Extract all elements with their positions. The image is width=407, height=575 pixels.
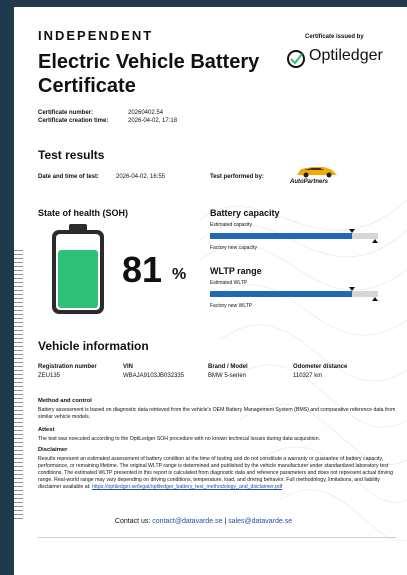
contact-separator: | [224,518,227,525]
test-date-label: Date and time of test: [38,174,100,180]
factory-capacity-label: Factory new capacity [210,245,257,251]
footer-divider [38,537,396,538]
method-text: Battery assessment is based on diagnostic data retrieved from the vehicle's OEM Battery Management System (BMS) and comparative reference data from similar vehicle models. [38,407,396,420]
wltp-bar-fill [210,291,352,297]
page-title: Electric Vehicle Battery Certificate [38,51,260,97]
brand-model-value: BMW 5-serien [208,373,247,379]
certificate-number-label: Certificate number: [38,110,94,116]
factory-wltp-marker [372,297,378,301]
wltp-heading: WLTP range [210,266,262,276]
battery-level-fill [58,250,98,308]
attest-text: The test was executed according to the OptiLedger SOH procedure with no known technical issues during data acquisition. [38,436,321,442]
disclaimer-block [38,456,396,491]
disclaimer-text: Results represent an estimated assessment of battery condition at the time of testing and do not constitute a warranty or guarantee of battery capacity, performance, or remaining lifetime. The original WLTP range is determined and published by the vehicle manufacturer under standardized laboratory test conditions. The estimated WLTP presented in this report is calculated from diagnostic data and reference parameters and does not represent actual driving range. Real-world range may vary depending on driving conditions, temperature, load, and driving behavior. Full methodology, limitations, and liability disclaimer available at: [38,456,393,490]
left-sidebar-band [0,0,14,575]
vehicle-info-heading: Vehicle information [38,339,149,353]
top-border [0,0,407,7]
estimated-capacity-label: Estimated capacity [210,222,252,228]
contact-footer [0,518,407,525]
soh-heading: State of health (SOH) [38,208,129,218]
certificate-creation-value: 2026-04-02, 17:18 [128,118,178,124]
soh-value: 81 [122,249,163,290]
test-results-heading: Test results [38,148,105,162]
contact-email-link[interactable]: contact@datavarde.se [152,518,223,525]
issued-by-label: Certificate issued by [305,34,364,40]
sales-email-link[interactable]: sales@datavarde.se [228,518,293,525]
disclaimer-heading: Disclaimer [38,447,68,453]
disclaimer-link[interactable]: https://optiledger.se/legal/optiledger_battery_test_methodology_and_disclaimer.pdf [91,484,283,490]
registration-value: ZEU135 [38,373,61,379]
sidebar-stripes [14,250,23,520]
vin-label: VIN [123,364,134,370]
estimated-wltp-label: Estimated WLTP [210,280,248,286]
factory-capacity-marker [372,239,378,243]
test-date-value: 2026-04-02, 16:55 [116,174,166,180]
odometer-value: 110327 km [293,373,323,379]
optiledger-logo-text: Optiledger [309,47,383,64]
brand-model-label: Brand / Model [208,364,248,370]
vin-value: WBAJA9103JB032335 [123,373,185,379]
odometer-label: Odometer distance [293,364,348,370]
contact-prefix: Contact us: [114,518,151,525]
certificate-number-value: 20260402.54 [128,110,164,116]
factory-wltp-label: Factory new WLTP [210,303,253,309]
independent-label: INDEPENDENT [38,28,154,43]
registration-label: Registration number [38,364,97,370]
car-logo-icon [294,164,340,178]
method-heading: Method and control [38,398,92,404]
test-performer-label: Test performed by: [210,174,264,180]
certificate-creation-label: Certificate creation time: [38,118,109,124]
battery-capacity-heading: Battery capacity [210,208,280,218]
attest-heading: Attest [38,427,55,433]
capacity-bar-fill [210,233,352,239]
autopartners-logo-text: AutoPartners [290,179,329,185]
soh-unit: % [172,266,187,283]
